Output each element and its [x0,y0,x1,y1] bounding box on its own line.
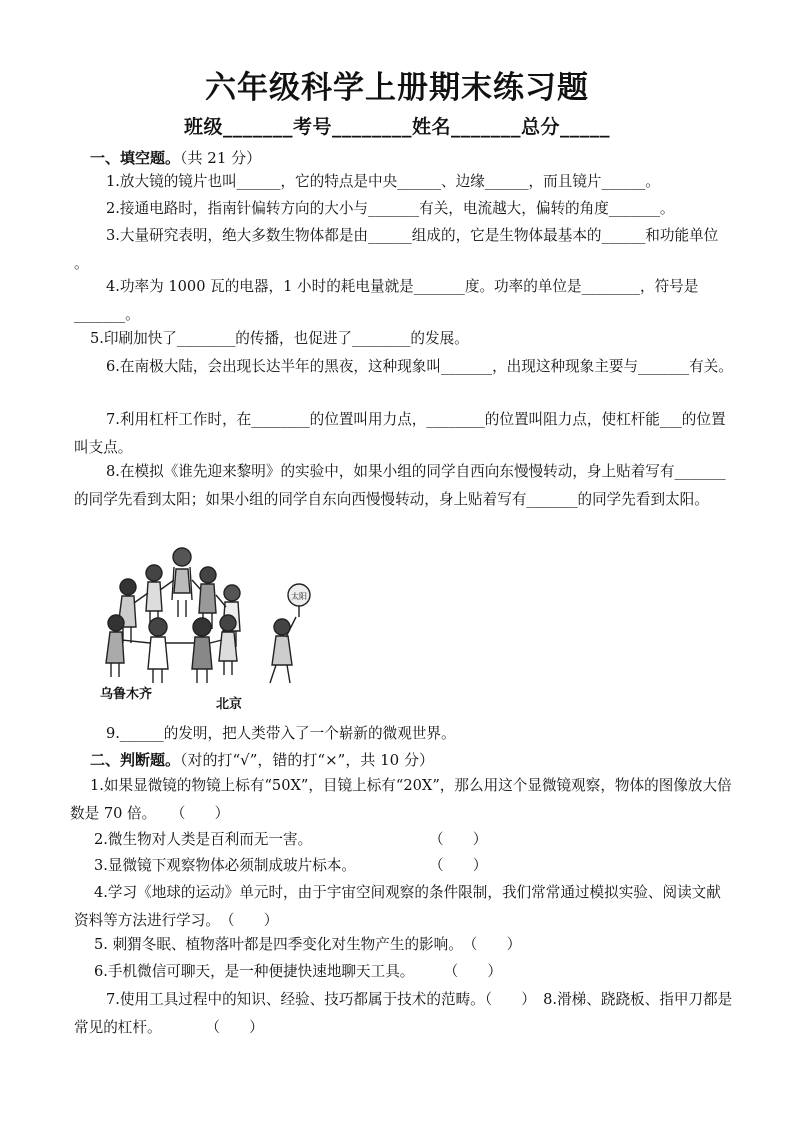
judge-question-4: 4.学习《地球的运动》单元时，由于宇宙空间观察的条件限制，我们常常通过模拟实验、阅读文献资料等方法进行学习。 （ ） [74,884,721,929]
judge-question-5: 5. 刺猬冬眠、植物落叶都是四季变化对生物产生的影响。 （ ） [94,936,522,953]
student-info-line: 班级_______考号________姓名_______总分_____ [183,116,610,138]
section-2-title: 二、判断题。 [90,751,181,769]
fill-question-8: 8.在模拟《谁先迎来黎明》的实验中，如果小组的同学自西向东慢慢转动，身上贴着写有_______ 的同学先看到太阳；如果小组的同学自东向西慢慢转动，身上贴着写有_______的同学先看到太阳。 [74,463,741,508]
section-1-heading [90,147,261,168]
fill-question-9: 9.______的发明，把人类带入了一个崭新的微观世界。 [106,725,456,742]
judge-question-3: 3.显微镜下观察物体必须制成玻片标本。 （ ） [94,857,488,874]
fill-question-5: 5.印刷加快了________的传播，也促进了________的发展。 [90,330,469,347]
judge-question-7-8: 7.使用工具过程中的知识、经验、技巧都属于技术的范畴。（ ） 8.滑梯、跷跷板、指甲刀都是常见的杠杆。 （ ） [74,991,733,1036]
fill-question-6: 6.在南极大陆，会出现长达半年的黑夜，这种现象叫_______，出现这种现象主要与_______有关。 [106,358,733,375]
section-1-title: 一、填空题。 [90,149,181,167]
judge-question-1: 1.如果显微镜的物镜上标有“50X”，目镜上标有“20X”，那么用这个显微镜观察，物体的图像放大倍数是 70 倍。 （ ） [70,777,732,822]
figure-label-left: 乌鲁木齐 [100,687,153,702]
fill-question-2: 2.接通电路时，指南针偏转方向的大小与_______有关，电流越大，偏转的角度_______。 [106,200,675,217]
section-1-note: （共 21 分） [180,149,262,167]
section-2-note: （对的打“√”，错的打“×”，共 10 分） [180,751,434,769]
fill-question-4: 4.功率为 1000 瓦的电器，1 小时的耗电量就是_______度。功率的单位是________，符号是_______。 [74,278,699,323]
page-title: 六年级科学上册期末练习题 [205,70,589,106]
fill-question-3: 3.大量研究表明，绝大多数生物体都是由______组成的，它是生物体最基本的______和功能单位 。 [74,227,719,272]
section-2-heading [90,749,434,770]
fill-question-1: 1.放大镜的镜片也叫______，它的特点是中央______、边缘______，而且镜片______。 [106,173,660,190]
judge-question-2: 2.微生物对人类是百利而无一害。 （ ） [94,831,488,848]
earth-rotation-illustration [96,545,328,715]
sun-label: 太阳 [291,592,307,601]
fill-question-7: 7.利用杠杆工作时，在________的位置叫用力点，________的位置叫阻力点，使杠杆能___的位置叫支点。 [74,411,726,456]
judge-question-6: 6.手机微信可聊天，是一种便捷快速地聊天工具。 （ ） [94,963,502,980]
figure-label-right: 北京 [216,697,243,712]
